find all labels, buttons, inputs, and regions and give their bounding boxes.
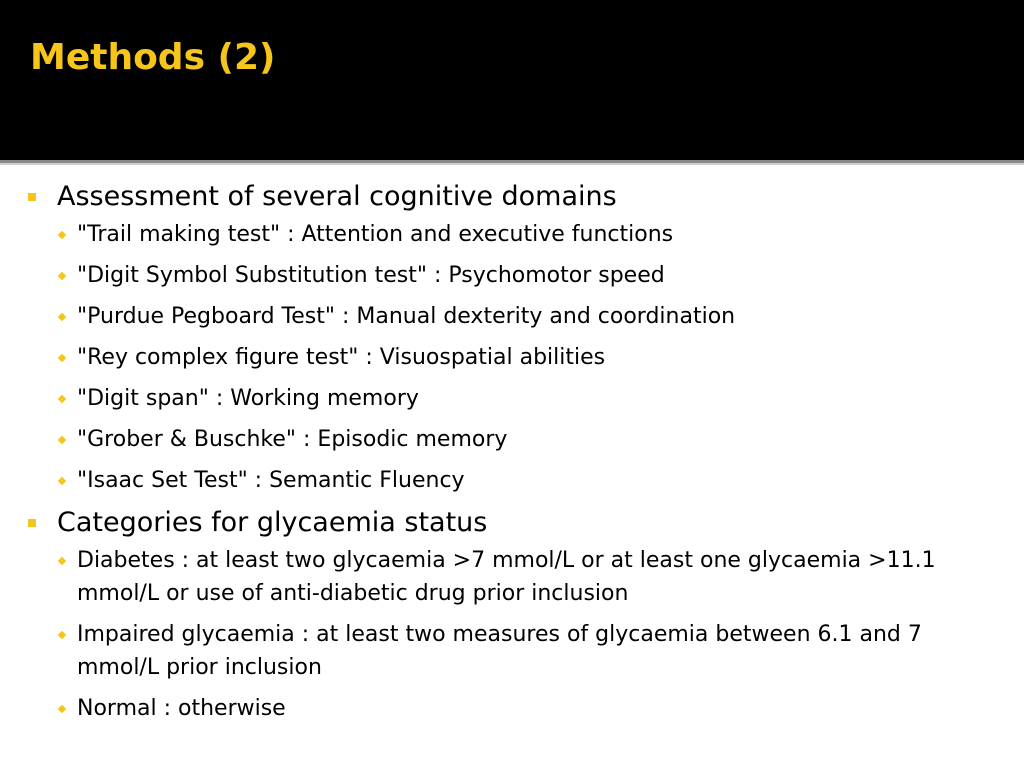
list-item — [26, 618, 1006, 684]
diamond-bullet-icon — [58, 631, 66, 639]
list-item-text: "Isaac Set Test" : Semantic Fluency — [77, 468, 465, 493]
list-item — [26, 300, 1006, 333]
bullet-list — [26, 179, 1006, 733]
section-glycaemia-items — [26, 544, 1006, 725]
list-item — [26, 544, 1006, 610]
list-item-text: Diabetes : at least two glycaemia >7 mmol/L or at least one glycaemia >11.1 mmol/L or use of anti-diabetic drug prior inclusion — [77, 548, 936, 606]
list-item — [26, 692, 1006, 725]
list-item-text: "Digit span" : Working memory — [77, 386, 419, 411]
square-bullet-icon — [28, 193, 36, 201]
diamond-bullet-icon — [58, 705, 66, 713]
diamond-bullet-icon — [58, 313, 66, 321]
section-heading: Categories for glycaemia status — [57, 507, 488, 538]
diamond-bullet-icon — [58, 231, 66, 239]
list-item-text: "Grober & Buschke" : Episodic memory — [77, 427, 508, 452]
slide-header — [0, 0, 1024, 160]
list-item-text: "Purdue Pegboard Test" : Manual dexterity and coordination — [77, 304, 736, 329]
diamond-bullet-icon — [58, 477, 66, 485]
list-item — [26, 464, 1006, 497]
list-item-text: Impaired glycaemia : at least two measures of glycaemia between 6.1 and 7 mmol/L prior inclusion — [77, 622, 922, 680]
diamond-bullet-icon — [58, 436, 66, 444]
slide-title: Methods (2) — [30, 37, 276, 78]
sub-bullet-list — [26, 544, 1006, 725]
list-item — [26, 218, 1006, 251]
diamond-bullet-icon — [58, 557, 66, 565]
section-cognitive-items — [26, 218, 1006, 497]
list-item-text: "Rey complex figure test" : Visuospatial abilities — [77, 345, 606, 370]
list-item-text: Normal : otherwise — [77, 696, 286, 721]
slide-body — [0, 163, 1024, 768]
list-item — [26, 259, 1006, 292]
list-item-text: "Digit Symbol Substitution test" : Psychomotor speed — [77, 263, 665, 288]
list-item — [26, 382, 1006, 415]
list-item — [26, 423, 1006, 456]
section-cognitive-domains — [26, 179, 1006, 215]
list-item-text: "Trail making test" : Attention and executive functions — [77, 222, 674, 247]
diamond-bullet-icon — [58, 354, 66, 362]
list-item — [26, 341, 1006, 374]
sub-bullet-list — [26, 218, 1006, 497]
section-heading: Assessment of several cognitive domains — [57, 181, 617, 212]
section-glycaemia-status — [26, 505, 1006, 541]
diamond-bullet-icon — [58, 272, 66, 280]
square-bullet-icon — [28, 519, 36, 527]
diamond-bullet-icon — [58, 395, 66, 403]
